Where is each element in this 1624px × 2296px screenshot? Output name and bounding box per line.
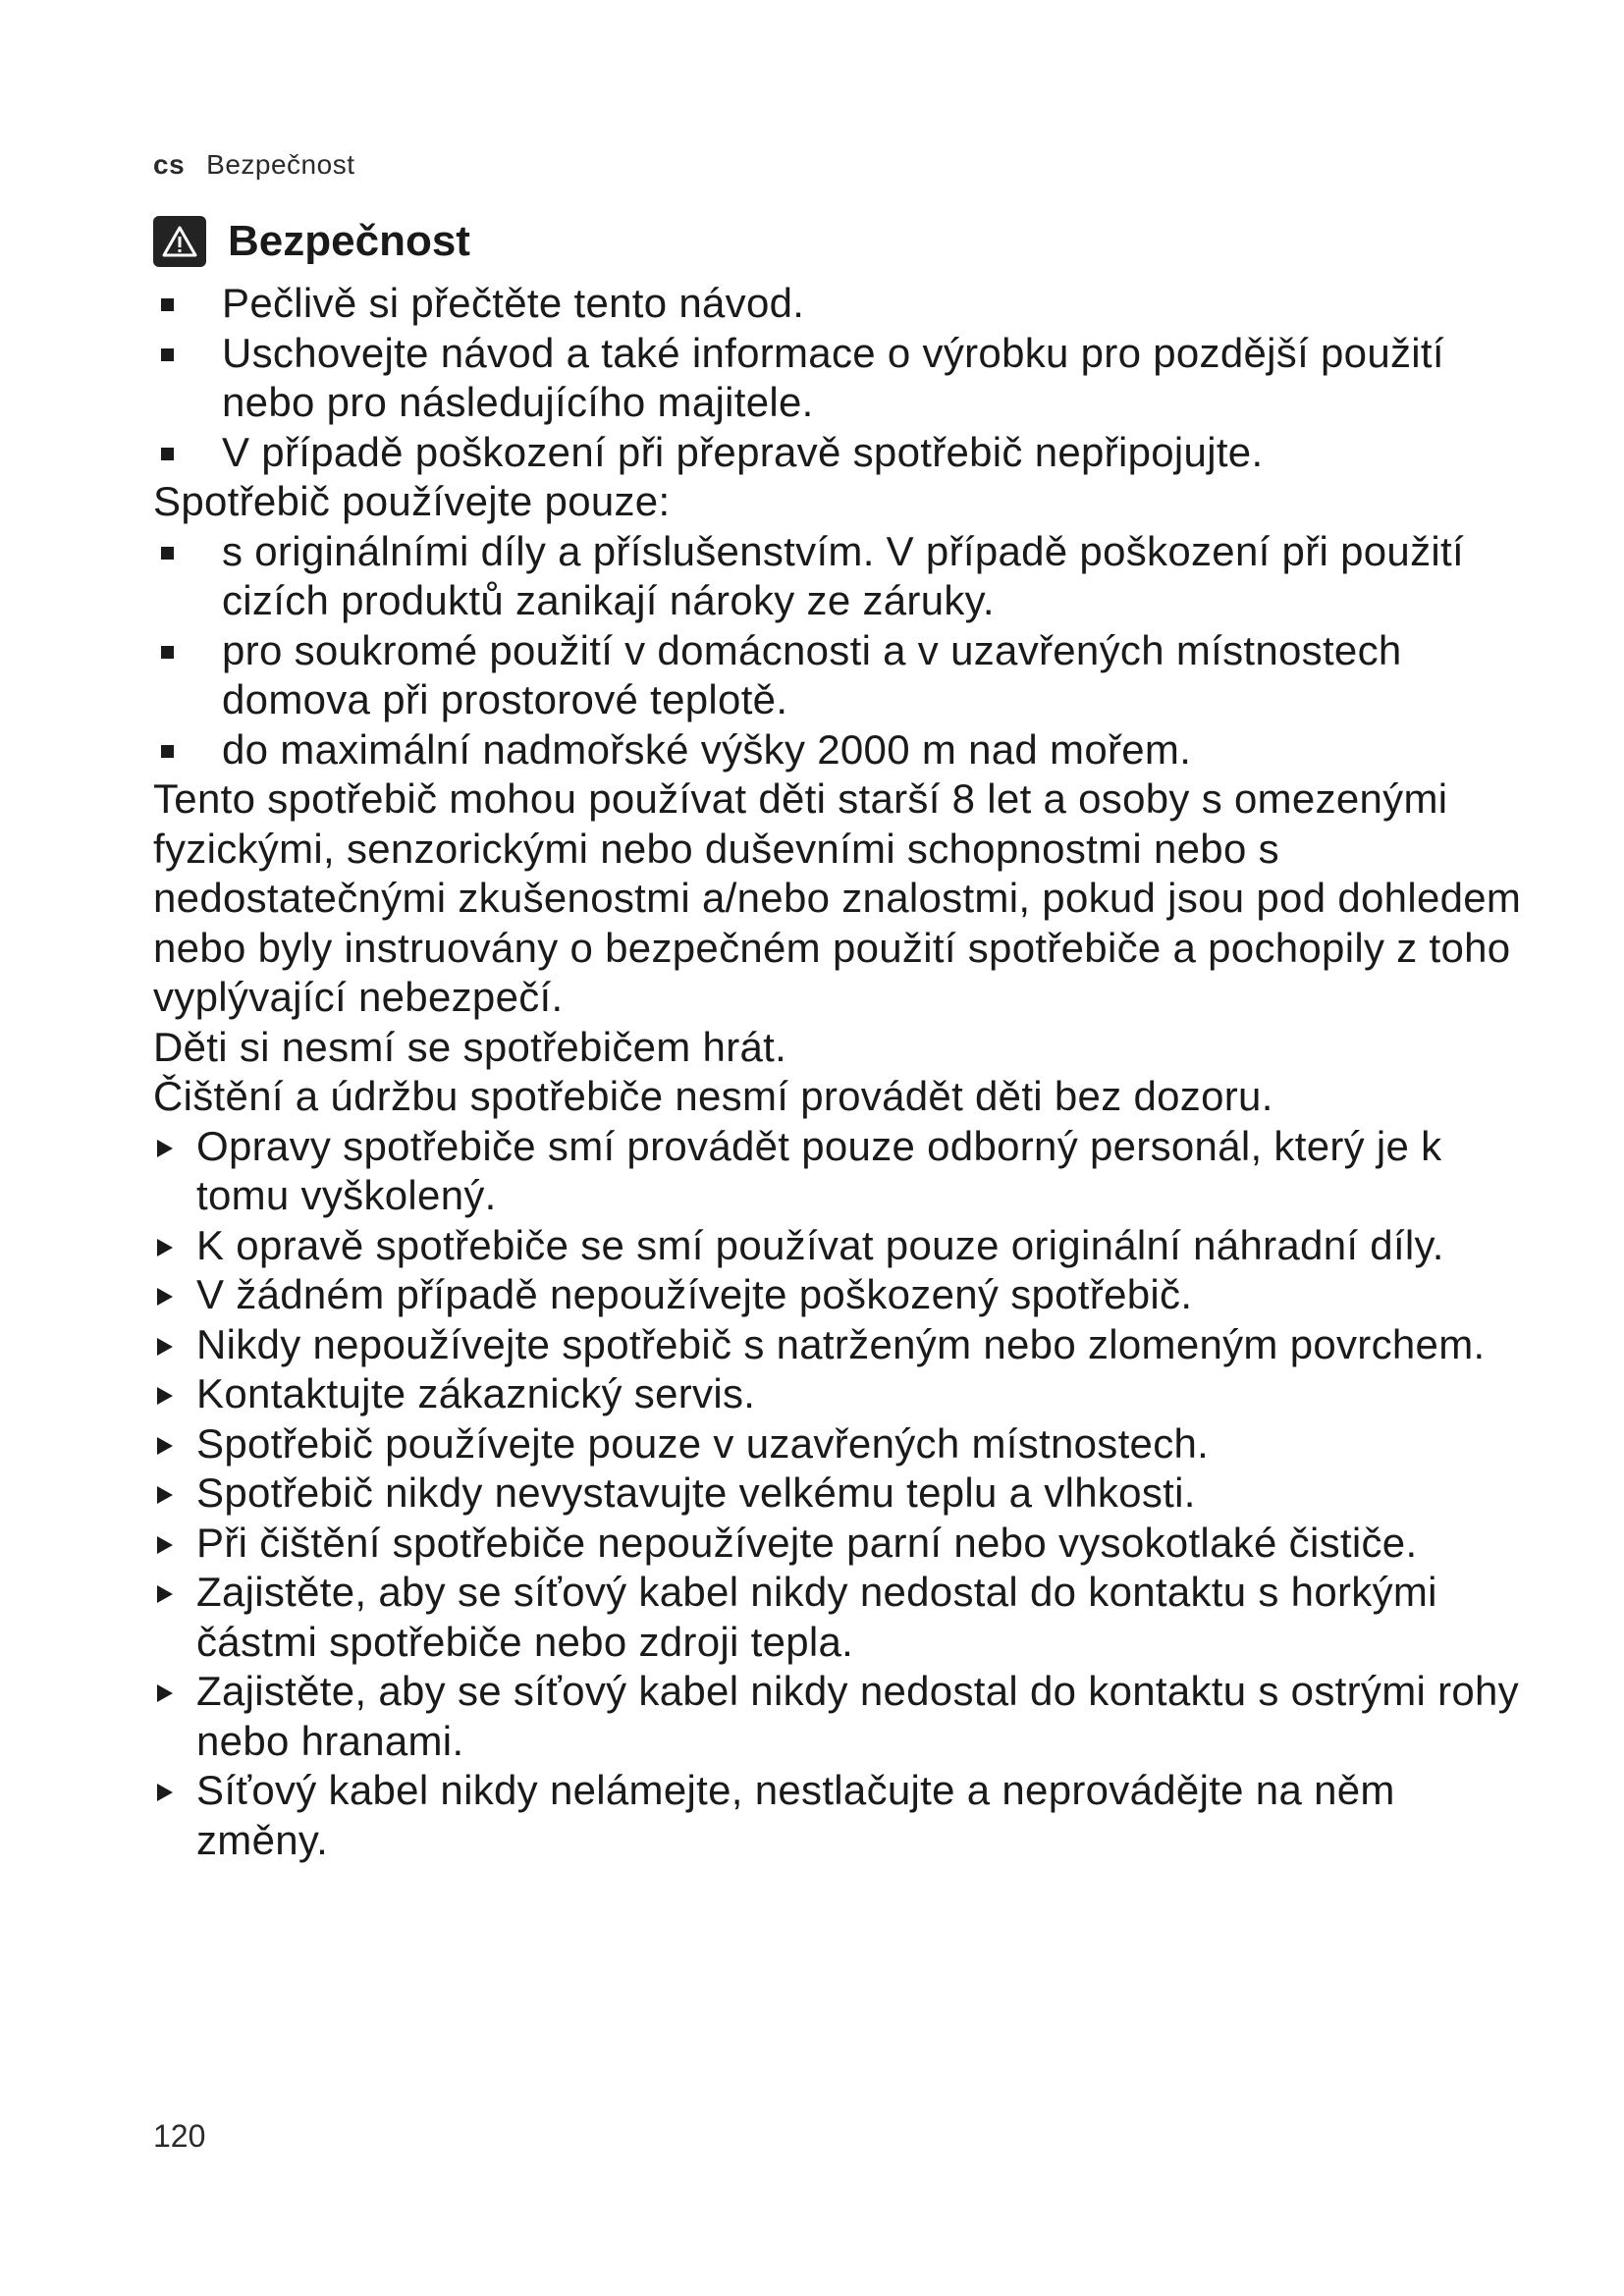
page-title: Bezpečnost — [228, 217, 470, 265]
instruction-item: Spotřebič používejte pouze v uzavřených místnostech. — [153, 1419, 1528, 1469]
instruction-item: Kontaktujte zákaznický servis. — [153, 1369, 1528, 1419]
page-number: 120 — [153, 2118, 206, 2154]
use-only-label: Spotřebič používejte pouze: — [153, 478, 671, 524]
instruction-item: Síťový kabel nikdy nelámejte, nestlačujte a neprovádějte na něm změny. — [153, 1766, 1528, 1865]
instruction-item: Spotřebič nikdy nevystavujte velkému teplu a vlhkosti. — [153, 1468, 1528, 1519]
list-item: Pečlivě si přečtěte tento návod. — [153, 279, 1528, 329]
instruction-item: Nikdy nepoužívejte spotřebič s natrženým nebo zlomeným povrchem. — [153, 1320, 1528, 1370]
language-code: cs — [153, 149, 186, 180]
list-item: do maximální nadmořské výšky 2000 m nad mořem. — [153, 725, 1528, 775]
safety-content — [153, 279, 1528, 1865]
instruction-item: Zajistěte, aby se síťový kabel nikdy nedostal do kontaktu s horkými částmi spotřebiče nebo zdroji tepla. — [153, 1568, 1528, 1667]
page-header — [153, 149, 354, 181]
list-item: s originálními díly a příslušenstvím. V případě poškození při použití cizích produktů zanikají nároky ze záruky. — [153, 527, 1528, 626]
header-section: Bezpečnost — [206, 149, 355, 180]
instruction-item: Při čištění spotřebiče nepoužívejte parní nebo vysokotlaké čističe. — [153, 1519, 1528, 1569]
paragraph: Čištění a údržbu spotřebiče nesmí provádět děti bez dozoru. — [153, 1073, 1273, 1119]
list-item: pro soukromé použití v domácnosti a v uzavřených místnostech domova při prostorové teplotě. — [153, 626, 1528, 725]
instruction-item: Opravy spotřebiče smí provádět pouze odborný personál, který je k tomu vyškolený. — [153, 1122, 1528, 1221]
instruction-item: V žádném případě nepoužívejte poškozený spotřebič. — [153, 1270, 1528, 1320]
paragraph: Děti si nesmí se spotřebičem hrát. — [153, 1023, 787, 1070]
section-heading — [153, 216, 470, 267]
warning-icon — [153, 216, 206, 267]
paragraph: Tento spotřebič mohou používat děti starší 8 let a osoby s omezenými fyzickými, senzorickými nebo duševními schopnostmi nebo s nedostatečnými zkušenostmi a/nebo znalostmi, pokud jsou pod dohledem nebo byly instruovány o bezpečném použití spotřebiče a pochopily z toho vyplývající nebezpečí. — [153, 775, 1522, 1020]
instruction-item: K opravě spotřebiče se smí používat pouze originální náhradní díly. — [153, 1221, 1528, 1271]
list-item: V případě poškození při přepravě spotřebič nepřipojujte. — [153, 428, 1528, 478]
list-item: Uschovejte návod a také informace o výrobku pro pozdější použití nebo pro následujícího majitele. — [153, 329, 1528, 428]
instruction-item: Zajistěte, aby se síťový kabel nikdy nedostal do kontaktu s ostrými rohy nebo hranami. — [153, 1667, 1528, 1766]
